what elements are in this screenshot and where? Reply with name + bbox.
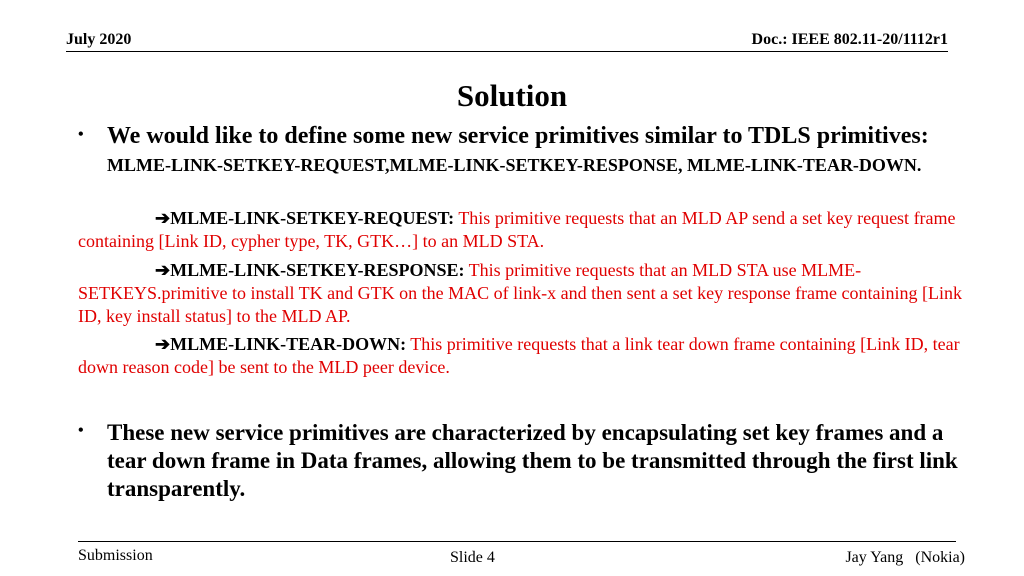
- arrow-icon: ➔: [155, 334, 171, 354]
- bullet-text-1: [107, 122, 987, 179]
- primitive-name: MLME-LINK-SETKEY-RESPONSE:: [170, 260, 465, 280]
- footer-slide-number: Slide 4: [450, 549, 495, 566]
- footer-submission: Submission: [78, 547, 153, 564]
- primitive-description: This primitive requests that an MLD AP send a set key request frame containing [Link ID, cypher type, TK, GTK…] to an MLD STA.: [78, 208, 956, 251]
- primitive-name: MLME-LINK-TEAR-DOWN:: [170, 334, 407, 354]
- arrow-icon: ➔: [155, 260, 171, 280]
- bullet-1-main: We would like to define some new service primitives similar to TDLS primitives:: [107, 123, 929, 149]
- primitive-description: This primitive requests that a link tear down frame containing [Link ID, tear down reason code] be sent to the MLD peer device.: [78, 334, 960, 377]
- footer-author: Jay Yang (Nokia): [845, 549, 965, 566]
- arrow-icon: ➔: [155, 208, 171, 228]
- primitive-description: This primitive requests that an MLD STA use MLME-SETKEYS.primitive to install TK and GTK on the MAC of link-x and then sent a set key response frame containing [Link ID, key install status] to the MLD AP.: [78, 260, 963, 326]
- primitive-item-setkey-request: [78, 207, 978, 253]
- bullet-text-2: These new service primitives are characterized by encapsulating set key frames and a tear down frame in Data frames, allowing them to be transmitted through the first link transparently.: [107, 420, 958, 501]
- primitive-item-setkey-response: [78, 259, 978, 328]
- bullet-marker-1: •: [78, 126, 84, 143]
- bullet-marker-2: •: [78, 422, 84, 439]
- header-doc-number: Doc.: IEEE 802.11-20/1112r1: [751, 31, 948, 48]
- primitive-name: MLME-LINK-SETKEY-REQUEST:: [170, 208, 455, 228]
- header-date: July 2020: [66, 31, 132, 48]
- bullet-1-primitive-list: MLME-LINK-SETKEY-REQUEST,MLME-LINK-SETKEY-RESPONSE, MLME-LINK-TEAR-DOWN.: [107, 155, 922, 175]
- footer-divider: [78, 541, 956, 542]
- header-divider: [66, 51, 948, 52]
- slide-title: Solution: [456, 78, 568, 113]
- primitive-item-tear-down: [78, 333, 978, 379]
